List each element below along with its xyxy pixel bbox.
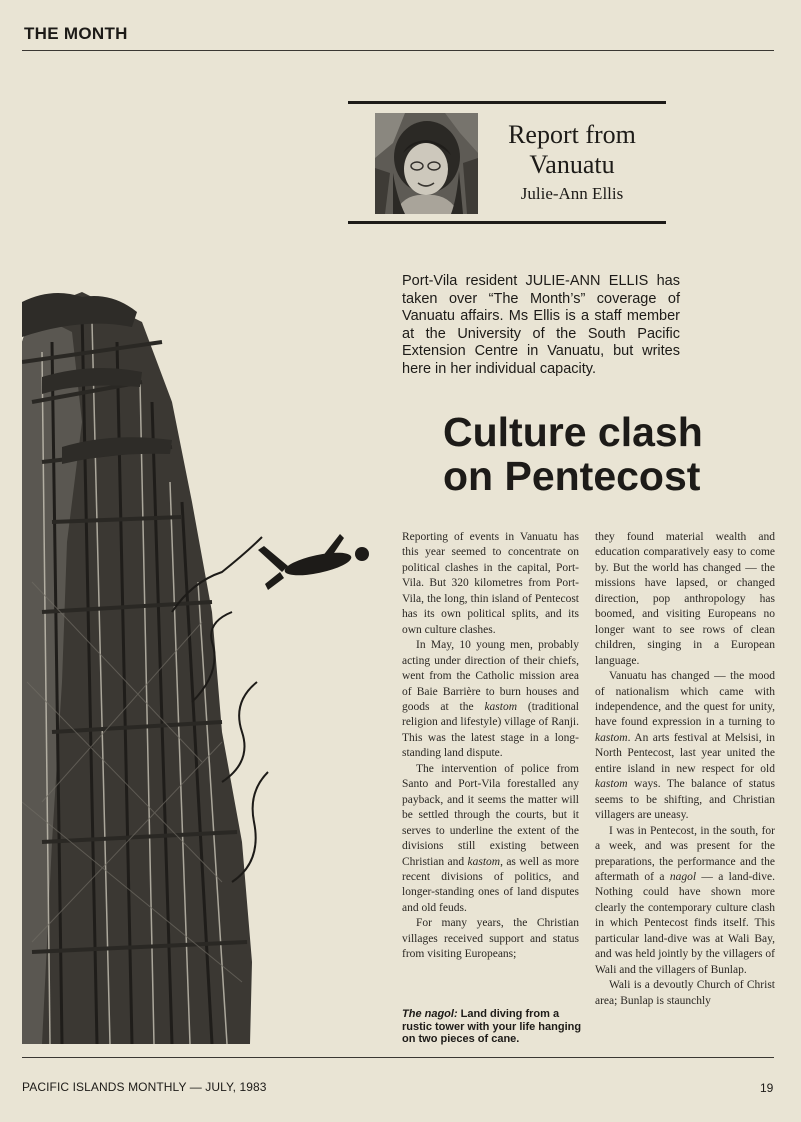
column-2-paragraph-2 <box>595 669 775 824</box>
header-rule <box>22 50 774 51</box>
column-1-paragraph-2-b: (traditional religion and lifestyle) village of Ranji. This was the latest stage in a long-standing land dispute. <box>402 700 579 760</box>
column-1-paragraph-2-a: In May, 10 young men, probably acting under direction of their chiefs, went from the Catholic mission area of Baie Barrière to burn houses and goods at the <box>402 639 579 713</box>
report-title-line-2: Vanuatu <box>529 150 615 179</box>
caption-text: Land diving from a rustic tower with your life hanging on two pieces of cane. <box>402 1008 582 1045</box>
report-box-top-rule <box>348 101 666 104</box>
headline-line-2: on Pentecost <box>443 453 701 499</box>
column-2-paragraph-3-italic: nagol <box>669 870 697 883</box>
page-number: 19 <box>760 1081 774 1095</box>
column-1-paragraph-2-italic: kastom <box>484 700 518 713</box>
column-1-paragraph-1: Reporting of events in Vanuatu has this year seemed to concentrate on political clashes in the capital, Port-Vila. But 320 kilometres from Port-Vila, the long, thin island of Pentecost has its own political splits, and its own culture clashes. <box>402 531 579 636</box>
report-author: Julie-Ann Ellis <box>520 184 624 203</box>
footer-rule <box>22 1057 774 1058</box>
column-2-paragraph-2-b: . An arts festival at Melsisi, in North Pentecost, last year united the entire island in new respect for old <box>595 731 775 775</box>
author-portrait-image <box>375 113 478 214</box>
column-1-paragraph-3-italic: kastom <box>467 855 501 868</box>
report-box-bottom-rule <box>348 221 666 224</box>
column-2-paragraph-1: they found material wealth and education comparatively easy to come by. But the world has changed — the missions have lapsed, or changed direction, pop anthropology has boomed, and visiting Europeans no longer want to see rows of clean children, singing in a European language. <box>595 531 775 667</box>
column-1-paragraph-3-a: The intervention of police from Santo and Port-Vila forestalled any payback, and it seems the matter will be settled through the courts, but it serves to underline the extent of the divisions still existing between Christian and <box>402 762 579 868</box>
land-diving-photo <box>22 282 400 1044</box>
report-title-line-1: Report from <box>508 120 636 149</box>
column-2-paragraph-3 <box>595 824 775 979</box>
column-2-paragraph-2-a: Vanuatu has changed — the mood of nationalism which came with independence, and the quest for unity, have found expression in a turning to <box>595 670 775 729</box>
photo-caption <box>402 1008 582 1046</box>
caption-lead: The nagol: <box>402 1008 458 1020</box>
column-2-paragraph-3-b: — a land-dive. Nothing could have shown more clearly the contemporary culture clash in which Pentecost finds itself. This particular land-dive was at Wali Bay, and was held jointly by the villagers of Wali and the villagers of Bunlap. <box>595 870 775 976</box>
article-column-2 <box>595 530 775 1009</box>
article-headline <box>443 410 783 498</box>
intro-paragraph: Port-Vila resident JULIE-ANN ELLIS has taken over “The Month’s” coverage of Vanuatu affairs. Ms Ellis is a staff member at the University of the South Pacific Extension Centre in Vanuatu, but writes here in her individual capacity. <box>402 273 680 377</box>
author-photo <box>375 113 478 214</box>
section-label: THE MONTH <box>24 24 128 43</box>
article-column-1 <box>402 530 579 963</box>
headline-line-1: Culture clash <box>443 409 703 455</box>
column-1-paragraph-2 <box>402 638 579 762</box>
column-1-paragraph-4: For many years, the Christian villages received support and status from visiting Europeans; <box>402 917 579 961</box>
land-diving-tower-image <box>22 282 400 1044</box>
column-2-paragraph-2-italic-1: kastom <box>595 731 628 744</box>
column-1-paragraph-3 <box>402 762 579 917</box>
footer-publication: PACIFIC ISLANDS MONTHLY — JULY, 1983 <box>22 1080 267 1094</box>
column-2-paragraph-2-c: ways. The balance of status seems to be shifting, and Christian villagers are uneasy. <box>595 778 775 822</box>
report-title <box>488 120 656 180</box>
column-2-paragraph-3-a: I was in Pentecost, in the south, for a week, and was present for the preparations, the performance and the aftermath of a <box>595 824 775 883</box>
column-2-paragraph-4: Wali is a devoutly Church of Christ area; Bunlap is staunchly <box>595 979 775 1007</box>
column-1-paragraph-3-b: , as well as more recent divisions of politics, and longer-standing ones of land disputes and old feuds. <box>402 855 579 914</box>
column-2-paragraph-2-italic-2: kastom <box>595 778 628 791</box>
